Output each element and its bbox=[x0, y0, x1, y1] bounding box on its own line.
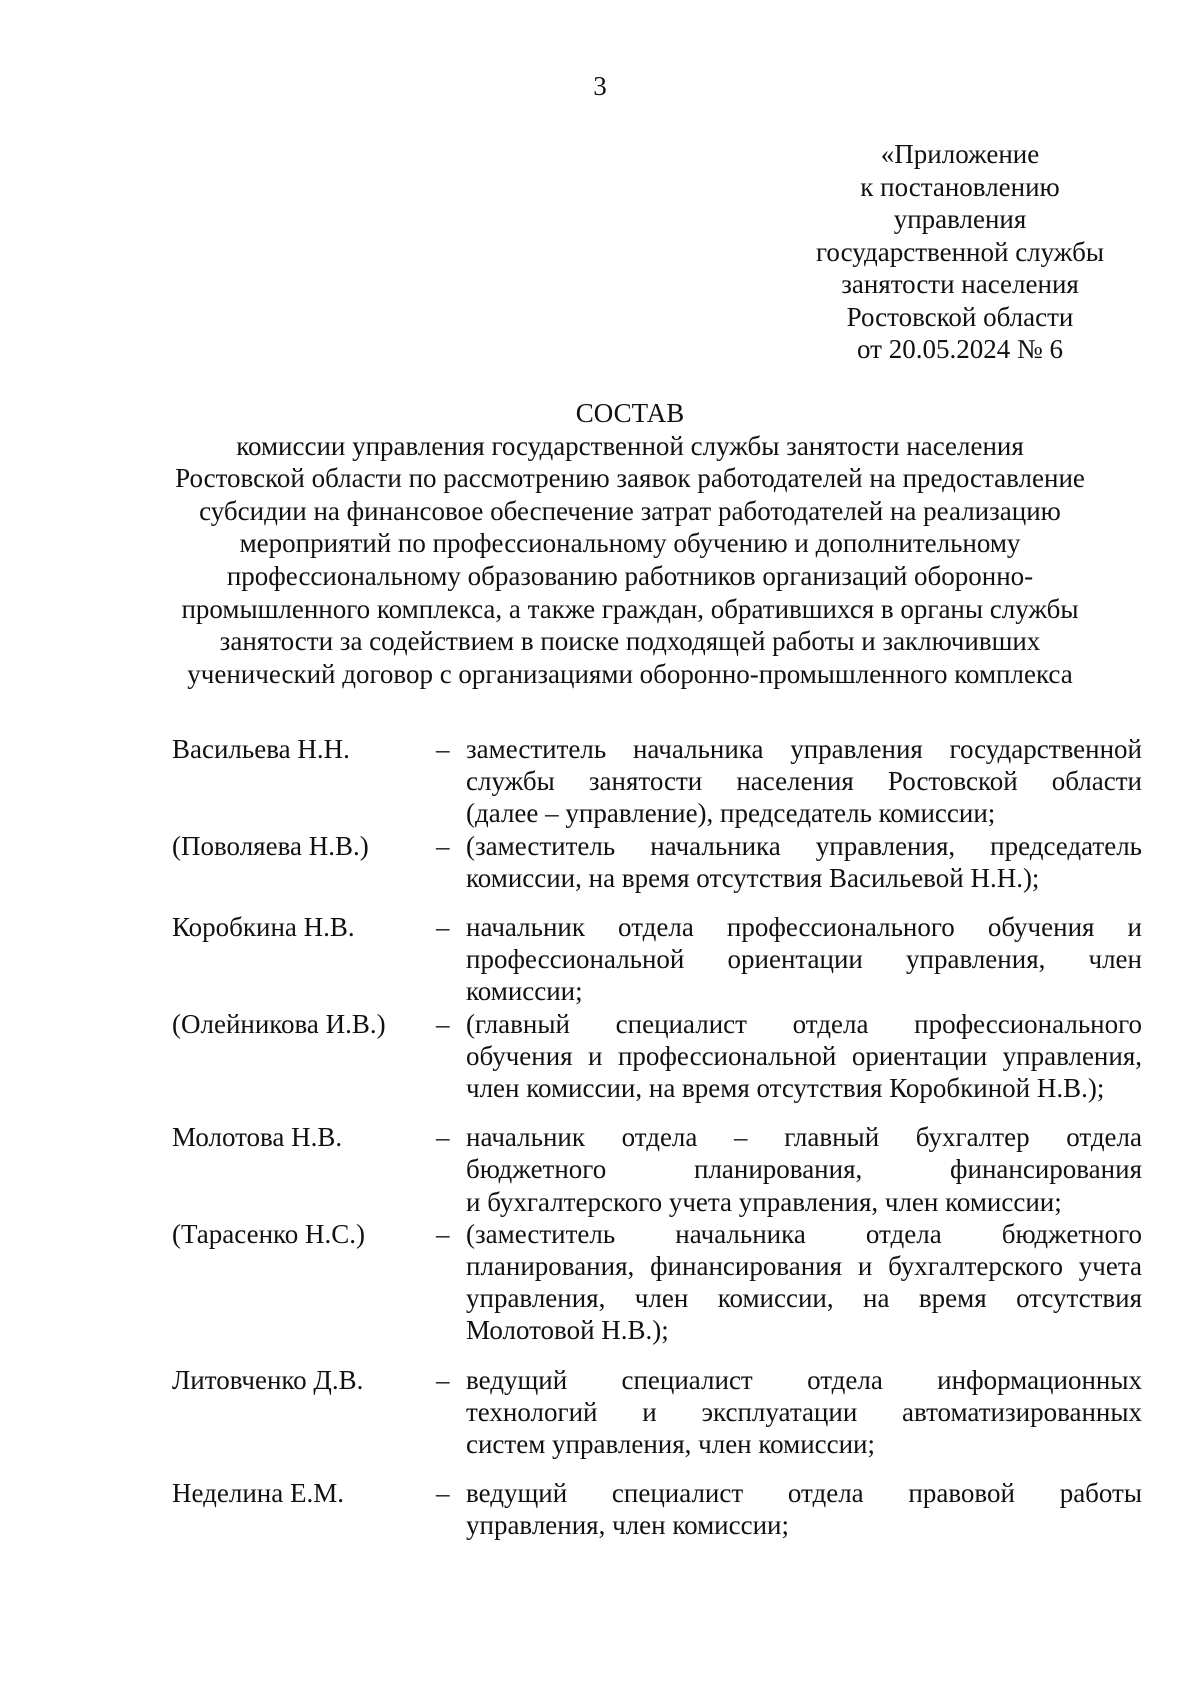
member-role-line: управления, член комиссии, на время отсутствия bbox=[466, 1283, 1142, 1314]
member-role-line: заместитель начальника управления государственной bbox=[466, 734, 1142, 764]
document-title bbox=[140, 397, 1120, 690]
dash-separator: – bbox=[436, 734, 450, 764]
title-line: комиссии управления государственной службы занятости населения bbox=[236, 430, 1024, 461]
title-line: субсидии на финансовое обеспечение затрат работодателей на реализацию bbox=[199, 495, 1061, 526]
member-role bbox=[466, 830, 1142, 894]
appendix-line: от 20.05.2024 № 6 bbox=[857, 334, 1063, 364]
member-role-line: и бухгалтерского учета управления, член комиссии; bbox=[466, 1186, 1062, 1217]
appendix-line: управления bbox=[893, 204, 1027, 234]
title-line: профессиональному образованию работников организаций оборонно- bbox=[226, 560, 1034, 591]
dash-separator: – bbox=[436, 1478, 450, 1509]
member-name: Коробкина Н.В. bbox=[172, 912, 355, 943]
member-role-line: комиссии, на время отсутствия Васильевой Н.Н.); bbox=[466, 862, 1040, 893]
member-role-line: начальник отдела профессионального обучения и bbox=[466, 912, 1142, 943]
appendix-line: к постановлению bbox=[860, 171, 1060, 202]
member-role bbox=[466, 733, 1142, 830]
member-row bbox=[172, 1477, 1142, 1541]
member-row bbox=[172, 911, 1142, 1008]
member-role-line: начальник отдела – главный бухгалтер отдела bbox=[466, 1122, 1142, 1153]
appendix-line: государственной службы bbox=[816, 236, 1104, 267]
appendix-line: «Приложение bbox=[880, 139, 1040, 169]
member-role-line: (главный специалист отдела профессионального bbox=[466, 1008, 1142, 1039]
member-role-line: (заместитель начальника управления, председатель bbox=[466, 830, 1142, 861]
dash-separator: – bbox=[436, 1122, 450, 1153]
member-name: (Поволяева Н.В.) bbox=[172, 830, 369, 861]
appendix-line: Ростовской области bbox=[846, 301, 1074, 332]
member-row bbox=[172, 733, 1142, 830]
dash-separator: – bbox=[436, 1008, 450, 1039]
dash-separator: – bbox=[436, 912, 450, 943]
appendix-header bbox=[760, 138, 1160, 366]
member-role-line: (заместитель начальника отдела бюджетного bbox=[466, 1218, 1142, 1249]
member-name: Литовченко Д.В. bbox=[172, 1364, 364, 1395]
member-row bbox=[172, 830, 1142, 894]
member-row bbox=[172, 1008, 1142, 1105]
member-row bbox=[172, 1218, 1142, 1347]
member-role-line: профессиональной ориентации управления, член bbox=[466, 944, 1142, 975]
member-row bbox=[172, 1364, 1142, 1461]
member-role-line: планирования, финансирования и бухгалтерского учета bbox=[466, 1251, 1142, 1282]
member-role bbox=[466, 1218, 1142, 1347]
page-number: 3 bbox=[593, 71, 607, 101]
member-role-line: Молотовой Н.В.); bbox=[466, 1315, 669, 1346]
member-name: (Тарасенко Н.С.) bbox=[172, 1218, 366, 1249]
commission-members-list bbox=[172, 733, 1142, 1542]
member-name: (Олейникова И.В.) bbox=[172, 1008, 386, 1039]
dash-separator: – bbox=[436, 1218, 450, 1249]
appendix-line: занятости населения bbox=[841, 269, 1079, 299]
title-line: ученический договор с организациями оборонно-промышленного комплекса bbox=[187, 658, 1073, 689]
member-role-line: обучения и профессиональной ориентации управления, bbox=[466, 1040, 1142, 1071]
member-name: Васильева Н.Н. bbox=[172, 734, 350, 764]
member-role-line: ведущий специалист отдела информационных bbox=[466, 1364, 1142, 1395]
title-line: мероприятий по профессиональному обучению и дополнительному bbox=[239, 528, 1021, 559]
dash-separator: – bbox=[436, 830, 450, 861]
title-heading: СОСТАВ bbox=[575, 398, 685, 428]
member-role-line: комиссии; bbox=[466, 976, 583, 1007]
member-role-line: технологий и эксплуатации автоматизированных bbox=[466, 1396, 1142, 1427]
member-role-line: управления, член комиссии; bbox=[466, 1510, 789, 1541]
member-name: Молотова Н.В. bbox=[172, 1122, 343, 1153]
member-role-line: (далее – управление), председатель комиссии; bbox=[466, 798, 996, 829]
member-role-line: бюджетного планирования, финансирования bbox=[466, 1154, 1142, 1185]
member-role bbox=[466, 1477, 1142, 1541]
member-role-line: член комиссии, на время отсутствия Коробкиной Н.В.); bbox=[466, 1073, 1105, 1104]
title-line: Ростовской области по рассмотрению заявок работодателей на предоставление bbox=[175, 463, 1085, 494]
member-role-line: ведущий специалист отдела правовой работы bbox=[466, 1478, 1142, 1509]
member-role-line: службы занятости населения Ростовской области bbox=[466, 766, 1142, 797]
member-name: Неделина Е.М. bbox=[172, 1478, 344, 1509]
member-role-line: систем управления, член комиссии; bbox=[466, 1429, 876, 1460]
title-line: занятости за содействием в поиске подходящей работы и заключивших bbox=[219, 626, 1041, 657]
title-line: промышленного комплекса, а также граждан, обратившихся в органы службы bbox=[181, 593, 1079, 624]
member-row bbox=[172, 1121, 1142, 1218]
member-role bbox=[466, 1008, 1142, 1105]
dash-separator: – bbox=[436, 1364, 450, 1395]
member-role bbox=[466, 1364, 1142, 1461]
member-role bbox=[466, 1121, 1142, 1218]
member-role bbox=[466, 911, 1142, 1008]
